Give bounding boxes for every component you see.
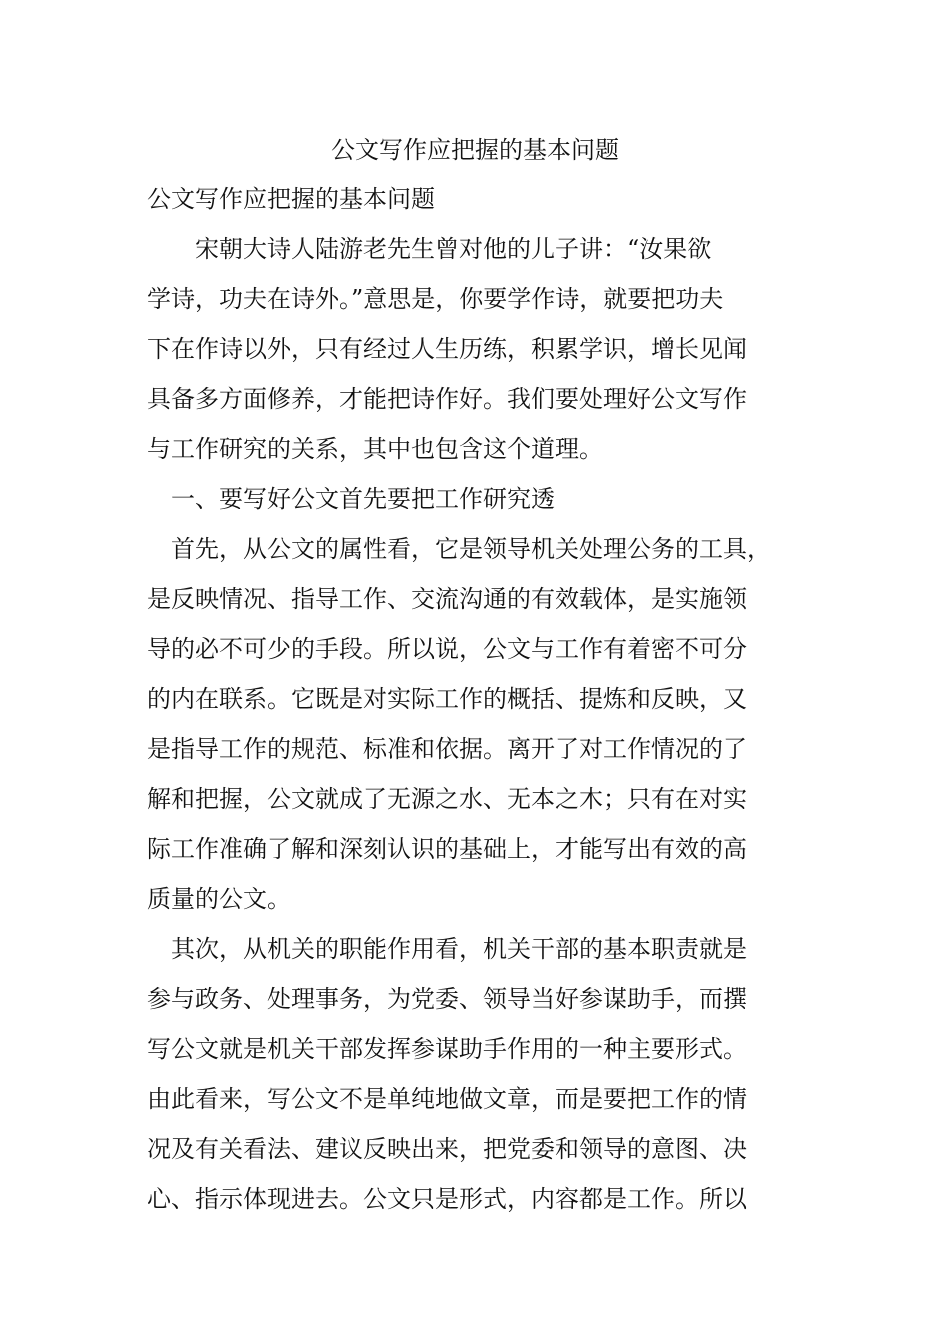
- body-line: 心、指示体现进去。公文只是形式，内容都是工作。所以: [147, 1185, 747, 1213]
- body-line: 际工作准确了解和深刻认识的基础上，才能写出有效的高: [147, 835, 747, 863]
- body-line: 是反映情况、指导工作、交流沟通的有效载体，是实施领: [147, 585, 747, 613]
- body-line: 是指导工作的规范、标准和依据。离开了对工作情况的了: [147, 735, 747, 763]
- section-heading: 一、要写好公文首先要把工作研究透: [147, 485, 555, 513]
- body-line: 其次，从机关的职能作用看，机关干部的基本职责就是: [147, 935, 747, 963]
- body-line: 写公文就是机关干部发挥参谋助手作用的一种主要形式。: [147, 1035, 747, 1063]
- body-line: 学诗，功夫在诗外。”意思是，你要学作诗，就要把功夫: [147, 285, 724, 313]
- document-subtitle: 公文写作应把握的基本问题: [147, 185, 435, 213]
- body-line: 质量的公文。: [147, 885, 291, 913]
- body-line: 具备多方面修养，才能把诗作好。我们要处理好公文写作: [147, 385, 747, 413]
- body-line: 与工作研究的关系，其中也包含这个道理。: [147, 435, 603, 463]
- body-line: 况及有关看法、建议反映出来，把党委和领导的意图、决: [147, 1135, 747, 1163]
- body-line: 宋朝大诗人陆游老先生曾对他的儿子讲：“汝果欲: [147, 235, 712, 263]
- body-line: 参与政务、处理事务，为党委、领导当好参谋助手，而撰: [147, 985, 747, 1013]
- body-line: 解和把握，公文就成了无源之水、无本之木；只有在对实: [147, 785, 747, 813]
- body-line: 首先，从公文的属性看，它是领导机关处理公务的工具，: [147, 535, 771, 563]
- body-line: 由此看来，写公文不是单纯地做文章，而是要把工作的情: [147, 1085, 747, 1113]
- body-line: 导的必不可少的手段。所以说，公文与工作有着密不可分: [147, 635, 747, 663]
- document-title: 公文写作应把握的基本问题: [331, 136, 619, 164]
- body-line: 下在作诗以外，只有经过人生历练，积累学识，增长见闻: [147, 335, 747, 363]
- body-line: 的内在联系。它既是对实际工作的概括、提炼和反映，又: [147, 685, 747, 713]
